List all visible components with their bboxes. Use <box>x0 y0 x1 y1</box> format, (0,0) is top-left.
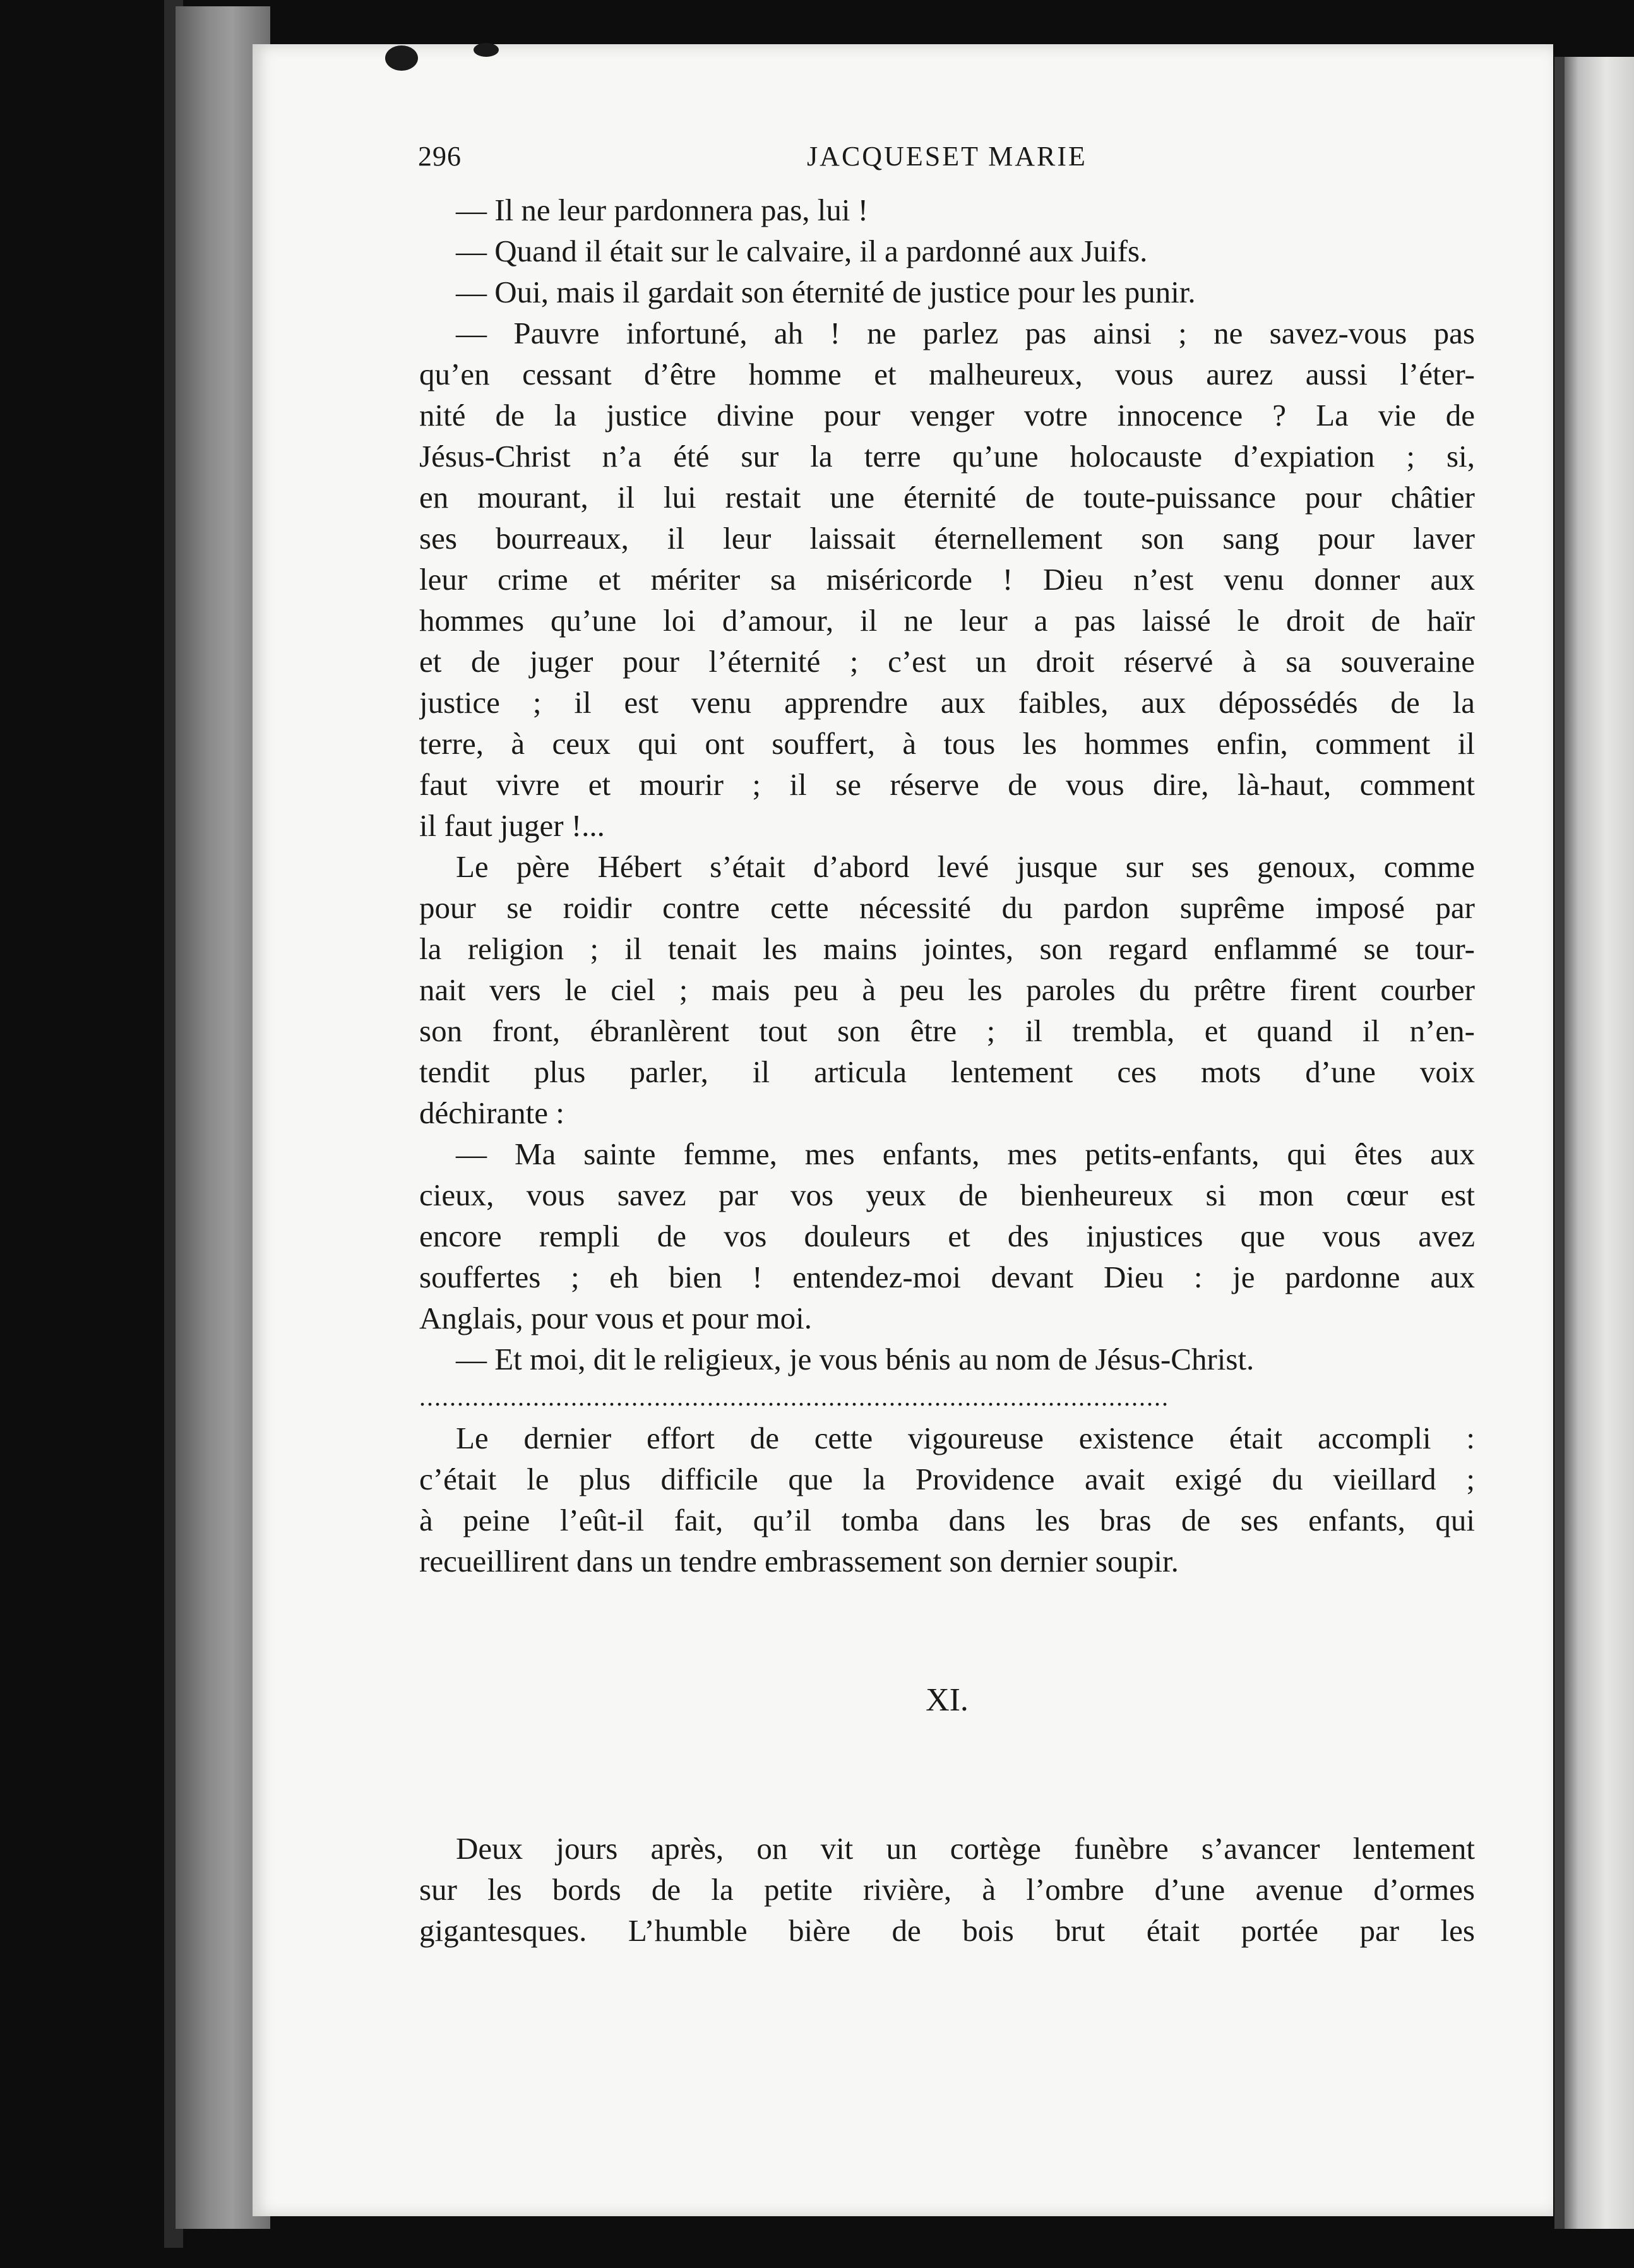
text-line: c’était le plus difficile que la Providence avait exigé du vieillard ; <box>419 1462 1475 1496</box>
text-line: leur crime et mériter sa miséricorde ! Dieu n’est venu donner aux <box>419 562 1475 597</box>
ink-blot <box>474 43 499 57</box>
text-line: Le dernier effort de cette vigoureuse existence était accompli : <box>456 1421 1475 1455</box>
ellipsis-separator: ................................................................................................... <box>419 1385 1169 1410</box>
text-line: son front, ébranlèrent tout son être ; il trembla, et quand il n’en- <box>419 1013 1475 1048</box>
text-line: — Il ne leur pardonnera pas, lui ! <box>456 193 869 227</box>
text-line: Anglais, pour vous et pour moi. <box>419 1301 812 1335</box>
ink-blot <box>385 45 418 71</box>
running-title: JACQUESET MARIE <box>807 141 1087 172</box>
text-line: Jésus-Christ n’a été sur la terre qu’une holocauste d’expiation ; si, <box>419 439 1475 474</box>
adjacent-page <box>1565 57 1634 2229</box>
text-line: terre, à ceux qui ont souffert, à tous les hommes enfin, comment il <box>419 726 1475 761</box>
text-line: il faut juger !... <box>419 808 605 843</box>
text-line: nité de la justice divine pour venger votre innocence ? La vie de <box>419 398 1475 433</box>
text-line: cieux, vous savez par vos yeux de bienheureux si mon cœur est <box>419 1178 1475 1212</box>
text-line: Le père Hébert s’était d’abord levé jusque sur ses genoux, comme <box>456 849 1475 884</box>
text-line: qu’en cessant d’être homme et malheureux, vous aurez aussi l’éter- <box>419 357 1475 391</box>
text-line: recueillirent dans un tendre embrassement son dernier soupir. <box>419 1544 1179 1579</box>
text-line: à peine l’eût-il fait, qu’il tomba dans les bras de ses enfants, qui <box>419 1503 1475 1537</box>
text-line: justice ; il est venu apprendre aux faibles, aux dépossédés de la <box>419 685 1475 720</box>
text-line: nait vers le ciel ; mais peu à peu les paroles du prêtre firent courber <box>419 972 1475 1007</box>
text-line: gigantesques. L’humble bière de bois brut était portée par les <box>419 1913 1475 1948</box>
text-line: déchirante : <box>419 1095 564 1130</box>
text-line: faut vivre et mourir ; il se réserve de vous dire, là-haut, comment <box>419 767 1475 802</box>
text-line: — Oui, mais il gardait son éternité de justice pour les punir. <box>456 275 1196 309</box>
text-line: pour se roidir contre cette nécessité du pardon suprême imposé par <box>419 890 1475 925</box>
text-line: tendit plus parler, il articula lentement ces mots d’une voix <box>419 1054 1475 1089</box>
text-line: — Ma sainte femme, mes enfants, mes petits-enfants, qui êtes aux <box>456 1137 1475 1171</box>
text-line: — Et moi, dit le religieux, je vous bénis au nom de Jésus-Christ. <box>456 1342 1255 1376</box>
text-line: — Pauvre infortuné, ah ! ne parlez pas ainsi ; ne savez-vous pas <box>456 316 1475 350</box>
text-line: Deux jours après, on vit un cortège funèbre s’avancer lentement <box>456 1831 1475 1866</box>
body-text <box>419 189 1475 1951</box>
text-line: la religion ; il tenait les mains jointes, son regard enflammé se tour- <box>419 931 1475 966</box>
text-line: sur les bords de la petite rivière, à l’ombre d’une avenue d’ormes <box>419 1872 1475 1907</box>
text-line: — Quand il était sur le calvaire, il a pardonné aux Juifs. <box>456 234 1148 268</box>
text-line: et de juger pour l’éternité ; c’est un droit réservé à sa souveraine <box>419 644 1475 679</box>
text-line: ses bourreaux, il leur laissait éternellement son sang pour laver <box>419 521 1475 556</box>
text-line: en mourant, il lui restait une éternité de toute-puissance pour châtier <box>419 480 1475 515</box>
text-line: souffertes ; eh bien ! entendez-moi devant Dieu : je pardonne aux <box>419 1260 1475 1294</box>
text-line: hommes qu’une loi d’amour, il ne leur a pas laissé le droit de haïr <box>419 603 1475 638</box>
section-heading: XI. <box>926 1682 969 1718</box>
text-line: encore rempli de vos douleurs et des injustices que vous avez <box>419 1219 1475 1253</box>
page-number: 296 <box>418 141 462 172</box>
